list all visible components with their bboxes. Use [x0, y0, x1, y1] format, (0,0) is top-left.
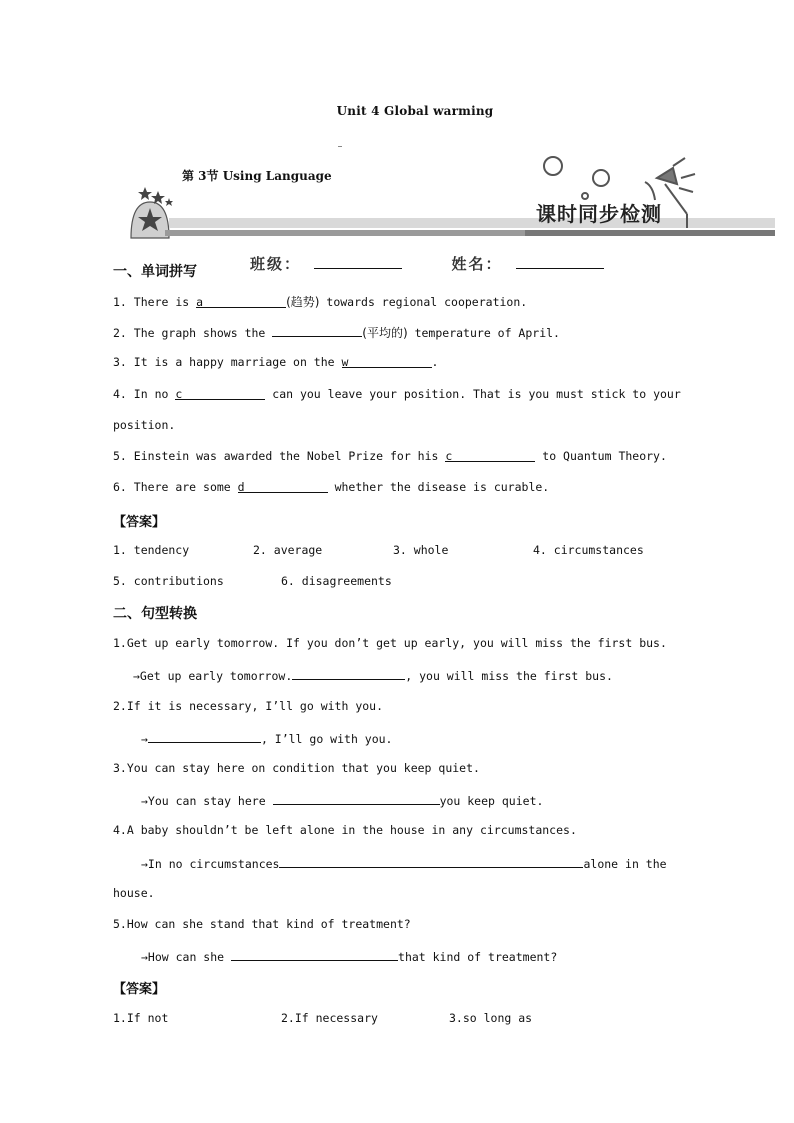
part1-item-3: 3. It is a happy marriage on the w . — [113, 355, 439, 369]
small-dash — [338, 146, 342, 147]
part2-answer-heading: 【答案】 — [113, 982, 166, 997]
part2-answer-line-5: →How can she that kind of treatment? — [141, 950, 558, 964]
part2-question-5: 5.How can she stand that kind of treatment? — [113, 917, 411, 931]
page-title: Unit 4 Global warming — [336, 104, 494, 118]
part1-item-2: 2. The graph shows the (平均的) temperature of April. — [113, 326, 560, 340]
section-banner — [125, 150, 775, 242]
class-input[interactable] — [314, 256, 402, 269]
part2-question-3: 3.You can stay here on condition that you keep quiet. — [113, 761, 480, 775]
name-label: 姓名： — [451, 255, 503, 273]
part2-question-4: 4.A baby shouldn’t be left alone in the house in any circumstances. — [113, 823, 577, 837]
part2-answer-1: 1.If not — [113, 1011, 169, 1025]
answer-5: 5. contributions — [113, 574, 224, 588]
answer-blank[interactable] — [231, 948, 398, 961]
answer-blank[interactable] — [279, 855, 583, 868]
part1-answer-heading: 【答案】 — [113, 515, 166, 530]
part2-heading: 二、句型转换 — [113, 606, 197, 622]
part2-answer-3: 3.so long as — [449, 1011, 533, 1025]
class-name-row — [250, 253, 604, 274]
banner-text: 课时同步检测 — [536, 202, 662, 226]
answer-blank[interactable]: c — [445, 449, 535, 462]
answer-6: 6. disagreements — [281, 574, 392, 588]
part2-answer-2: 2.If necessary — [281, 1011, 378, 1025]
part1-item-1: 1. There is a (趋势) towards regional cooperation. — [113, 295, 528, 309]
name-input[interactable] — [516, 256, 604, 269]
part1-item-6: 6. There are some d whether the disease is curable. — [113, 480, 550, 494]
answer-blank[interactable] — [272, 324, 362, 337]
class-label: 班级： — [250, 255, 302, 273]
answer-blank[interactable]: w — [342, 355, 432, 368]
answer-blank[interactable] — [292, 667, 405, 680]
part1-item-4-cont: position. — [113, 418, 176, 432]
part1-item-4: 4. In no c can you leave your position. That is you must stick to your — [113, 387, 681, 401]
part2-question-2: 2.If it is necessary, I’ll go with you. — [113, 699, 384, 713]
part2-answer-line-1: →Get up early tomorrow. , you will miss the first bus. — [133, 669, 613, 683]
answer-blank[interactable]: d — [238, 480, 328, 493]
answer-3: 3. whole — [393, 543, 449, 557]
part2-answer-line-4-cont: house. — [113, 886, 155, 900]
answer-blank[interactable] — [148, 730, 261, 743]
section-title: 第 3节 Using Language — [182, 169, 332, 183]
answer-4: 4. circumstances — [533, 543, 644, 557]
answer-blank[interactable]: c — [175, 387, 265, 400]
part2-question-1: 1.Get up early tomorrow. If you don’t get up early, you will miss the first bus. — [113, 636, 667, 650]
part2-answer-line-2: → , I’ll go with you. — [141, 732, 393, 746]
part1-heading: 一、单词拼写 — [113, 264, 197, 280]
answer-blank[interactable] — [273, 792, 440, 805]
answer-blank[interactable]: a — [196, 295, 286, 308]
part2-answer-line-3: →You can stay here you keep quiet. — [141, 794, 544, 808]
answer-1: 1. tendency — [113, 543, 190, 557]
part2-answer-line-4: →In no circumstances alone in the — [141, 857, 667, 871]
answer-2: 2. average — [253, 543, 323, 557]
part1-item-5: 5. Einstein was awarded the Nobel Prize for his c to Quantum Theory. — [113, 449, 667, 463]
